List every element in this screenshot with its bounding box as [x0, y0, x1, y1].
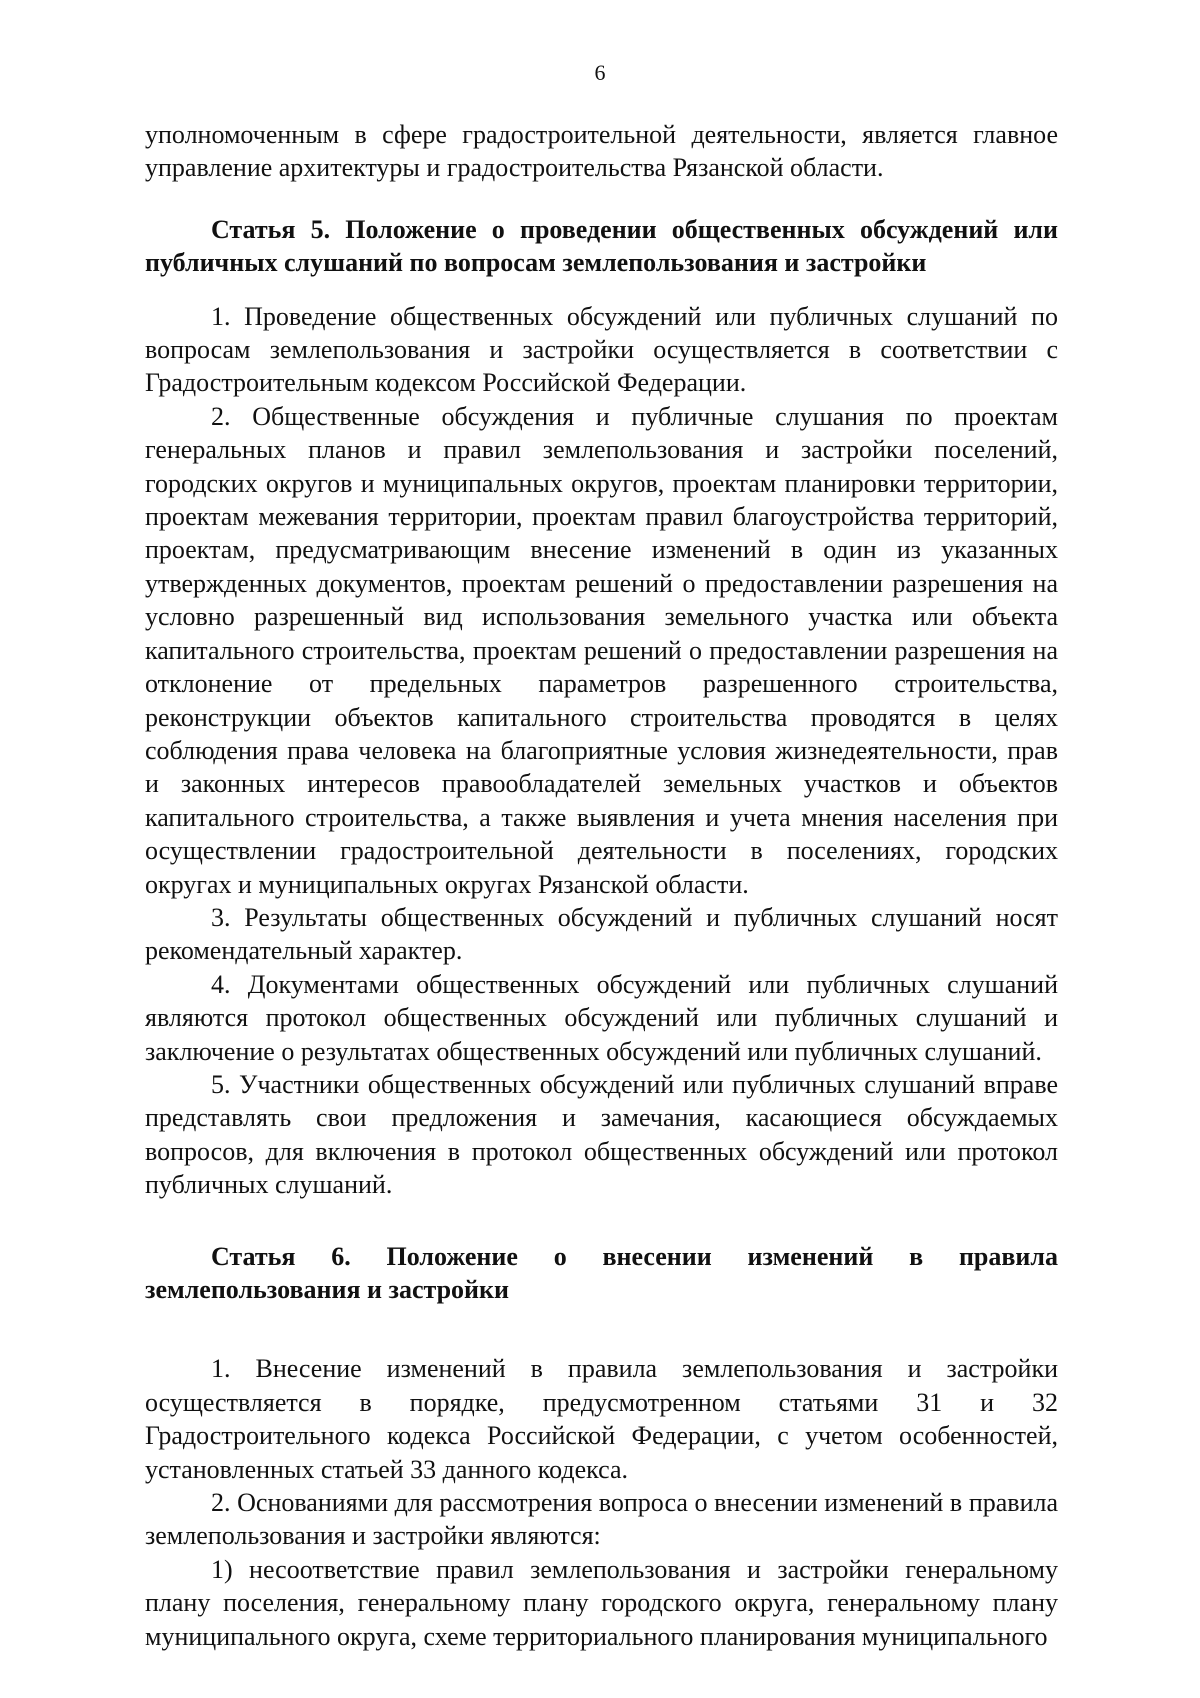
page-number: 6: [594, 60, 606, 85]
article-5-heading: Статья 5. Положение о проведении общественных обсуждений или публичных слушаний по вопросам землепользования и застройки: [145, 214, 1058, 278]
article-5-paragraph-2: 2. Общественные обсуждения и публичные слушания по проектам генеральных планов и правил землепользования и застройки поселений, городских округов и муниципальных округов, проектам планировки территории, проектам межевания территории, проектам правил благоустройства территорий, проектам, предусматривающим внесение изменений в один из указанных утвержденных документов, проектам решений о предоставлении разрешения на условно разрешенный вид использования земельного участка или объекта капитального строительства, проектам решений о предоставлении разрешения на отклонение от предельных параметров разрешенного строительства, реконструкции объектов капитального строительства проводятся в целях соблюдения права человека на благоприятные условия жизнедеятельности, прав и законных интересов правообладателей земельных участков и объектов капитального строительства, а также выявления и учета мнения населения при осуществлении градостроительной деятельности в поселениях, городских округах и муниципальных округах Рязанской области.: [145, 401, 1058, 899]
intro-paragraph: уполномоченным в сфере градостроительной деятельности, является главное управление архитектуры и градостроительства Рязанской области.: [145, 120, 1058, 183]
article-6-paragraph-2: 2. Основаниями для рассмотрения вопроса о внесении изменений в правила землепользования и застройки являются:: [145, 1488, 1058, 1551]
article-5-paragraph-5: 5. Участники общественных обсуждений или публичных слушаний вправе представлять свои предложения и замечания, касающиеся обсуждаемых вопросов, для включения в протокол общественных обсуждений или протокол публичных слушаний.: [145, 1069, 1058, 1200]
article-6-heading: Статья 6. Положение о внесении изменений в правила землепользования и застройки: [145, 1241, 1058, 1304]
document-body: [145, 118, 1058, 1653]
article-6-paragraph-1: 1. Внесение изменений в правила землепользования и застройки осуществляется в порядке, предусмотренном статьями 31 и 32 Градостроительного кодекса Российской Федерации, с учетом особенностей, установленных статьей 33 данного кодекса.: [145, 1354, 1058, 1484]
article-5-paragraph-1: 1. Проведение общественных обсуждений или публичных слушаний по вопросам землепользования и застройки осуществляется в соответствии с Градостроительным кодексом Российской Федерации.: [145, 301, 1058, 398]
article-5-paragraph-3: 3. Результаты общественных обсуждений и публичных слушаний носят рекомендательный характер.: [145, 902, 1058, 966]
article-6-list-item-1: 1) несоответствие правил землепользования и застройки генеральному плану поселения, генеральному плану городского округа, генеральному плану муниципального округа, схеме территориального планирования муниципального: [145, 1554, 1058, 1651]
article-5-paragraph-4: 4. Документами общественных обсуждений или публичных слушаний являются протокол общественных обсуждений или публичных слушаний и заключение о результатах общественных обсуждений или публичных слушаний.: [145, 969, 1058, 1066]
